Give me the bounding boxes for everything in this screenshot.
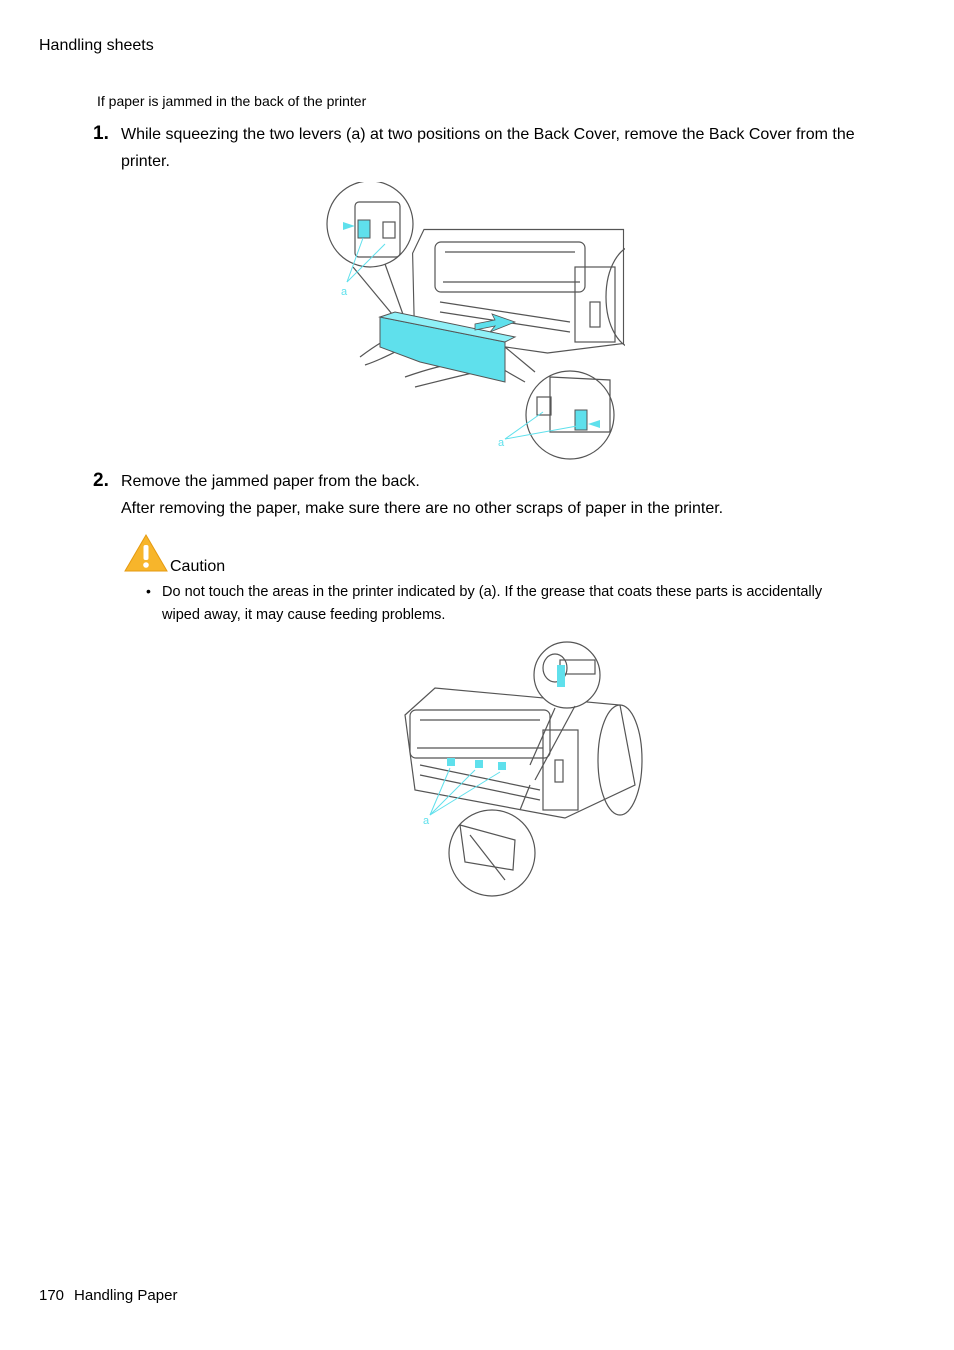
warning-triangle-icon <box>123 533 169 573</box>
figure-remove-back-cover <box>325 182 625 464</box>
step-2-line-2: After removing the paper, make sure there are no other scraps of paper in the printer. <box>121 500 724 517</box>
running-header: Handling sheets <box>39 37 154 54</box>
callout-a-top: a <box>341 286 348 298</box>
caution-bullet-text: Do not touch the areas in the printer indicated by (a). If the grease that coats these parts is accidentally wiped away, it may cause feeding problems. <box>162 584 823 623</box>
step-2-number: 2. <box>93 470 109 491</box>
callout-a: a <box>423 815 430 827</box>
chapter-title: Handling Paper <box>74 1287 178 1304</box>
step-1-text: While squeezing the two levers (a) at two positions on the Back Cover, remove the Back Cover from the printer. <box>121 126 855 170</box>
step-2-line-1: Remove the jammed paper from the back. <box>121 473 420 490</box>
bullet-marker: • <box>146 583 151 599</box>
figure-greased-areas <box>395 640 645 900</box>
page-number: 170 <box>39 1287 65 1304</box>
step-1-number: 1. <box>93 123 109 144</box>
callout-a-bottom: a <box>498 437 505 449</box>
step-2-text <box>121 468 881 522</box>
page-footer <box>39 1287 177 1304</box>
caution-label: Caution <box>170 558 226 575</box>
section-subheading: If paper is jammed in the back of the printer <box>97 93 367 109</box>
